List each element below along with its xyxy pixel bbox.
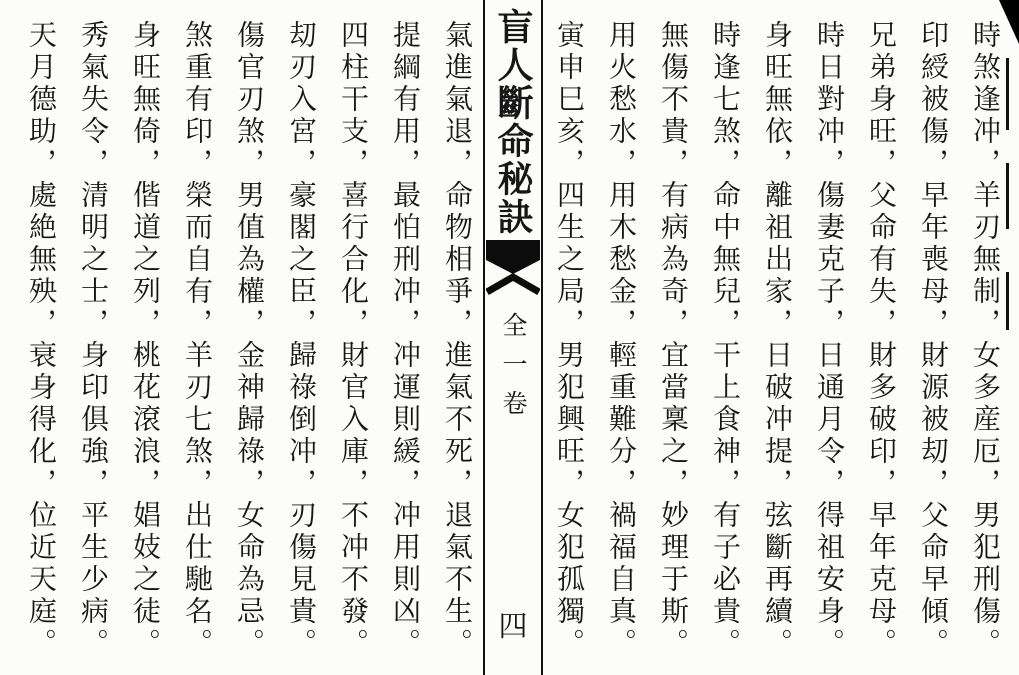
center-title-column: [483, 0, 543, 675]
text-column: 時日對冲，傷妻克子，日通月令，得祖安身。: [813, 20, 846, 660]
text-column: 秀氣失令，清明之士，身印俱強，平生少病。: [77, 20, 110, 660]
text-column: 身旺無依，離祖出家，日破冲提，弦斷再續。: [761, 20, 794, 660]
volume-label: 全一卷: [499, 312, 528, 429]
text-column: 煞重有印，榮而自有，羊刃七煞，出仕馳名。: [181, 20, 214, 660]
text-column: 氣進氣退，命物相爭，進氣不死，退氣不生。: [441, 20, 474, 660]
text-column: 兄弟身旺，父命有失，財多破印，早年克母。: [865, 20, 898, 660]
text-column: 四柱干支，喜行合化，財官入庫，不冲不發。: [337, 20, 370, 660]
page-edge-line: [1006, 58, 1009, 130]
text-column: 時逢七煞，命中無兒，干上食神，有子必貴。: [709, 20, 742, 660]
scan-corner-artifact: [999, 0, 1019, 44]
text-column: 傷官刃煞，男值為權，金神歸祿，女命為忌。: [233, 20, 266, 660]
page-edge-line: [1006, 272, 1009, 330]
book-title: 盲人斷命秘訣: [492, 8, 534, 236]
text-column: 用火愁水，用木愁金，輕重難分，禍福自真。: [605, 20, 638, 660]
text-column: 提綱有用，最怕刑冲，冲運則緩，冲用則凶。: [389, 20, 422, 660]
text-column: 寅申巳亥，四生之局，男犯興旺，女犯孤獨。: [553, 20, 586, 660]
text-column: 身旺無倚，偕道之列，桃花滾浪，娼妓之徒。: [129, 20, 162, 660]
text-column: 無傷不貴，有病為奇，宜當稟之，妙理于斯。: [657, 20, 690, 660]
text-column: 刧刃入宮，豪閣之臣，歸祿倒冲，刃傷見貴。: [285, 20, 318, 660]
text-column: 時煞逢冲，羊刃無制，女多産厄，男犯刑傷。: [969, 20, 1002, 660]
page-edge-line: [1006, 163, 1009, 229]
page-number: 四: [498, 609, 528, 643]
text-column: 印綬被傷，早年喪母，財源被刧，父命早傾。: [917, 20, 950, 660]
fishtail-ornament: [486, 240, 540, 298]
text-column: 天月德助，處絶無殃，衰身得化，位近天庭。: [25, 20, 58, 660]
